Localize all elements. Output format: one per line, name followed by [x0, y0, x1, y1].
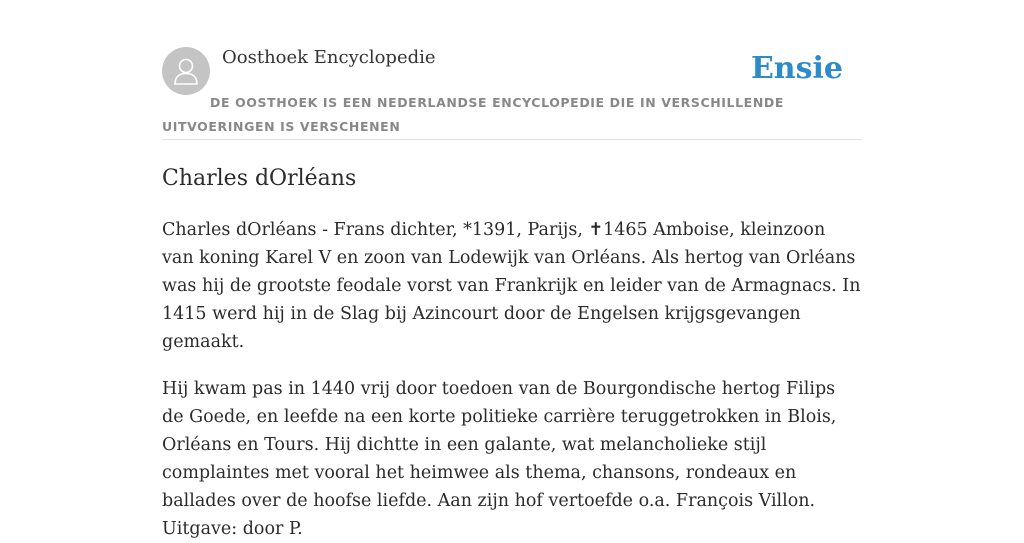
source-description: DE OOSTHOEK IS EEN NEDERLANDSE ENCYCLOPEDIE DIE IN VERSCHILLENDE UITVOERINGEN IS VERSCHENEN — [162, 95, 784, 134]
user-silhouette-icon — [172, 56, 200, 86]
article-paragraph: Charles dOrléans - Frans dichter, *1391, Parijs, ✝1465 Amboise, kleinzoon van koning Karel V en zoon van Lodewijk van Orléans. Als hertog van Orléans was hij de grootste feodale vorst van Frankrijk en leider van de Armagnacs. In 1415 werd hij in de Slag bij Azincourt door de Engelsen krijgsgevangen gemaakt. — [162, 220, 861, 352]
ensie-logo[interactable]: Ensie — [750, 51, 843, 86]
article — [162, 163, 862, 543]
user-avatar-icon[interactable] — [162, 47, 210, 95]
article-title: Charles dOrléans — [162, 166, 357, 191]
source-title[interactable]: Oosthoek Encyclopedie — [222, 47, 436, 68]
header-divider — [162, 139, 862, 140]
source-header — [162, 46, 862, 140]
article-paragraph: Hij kwam pas in 1440 vrij door toedoen van de Bourgondische hertog Filips de Goede, en leefde na een korte politieke carrière teruggetrokken in Blois, Orléans en Tours. Hij dichtte in een galante, wat melancholieke stijl complaintes met vooral het heimwee als thema, chansons, rondeaux en ballades over de hoofse liefde. Aan zijn hof vertoefde o.a. François Villon. Uitgave: door P. — [162, 379, 837, 539]
